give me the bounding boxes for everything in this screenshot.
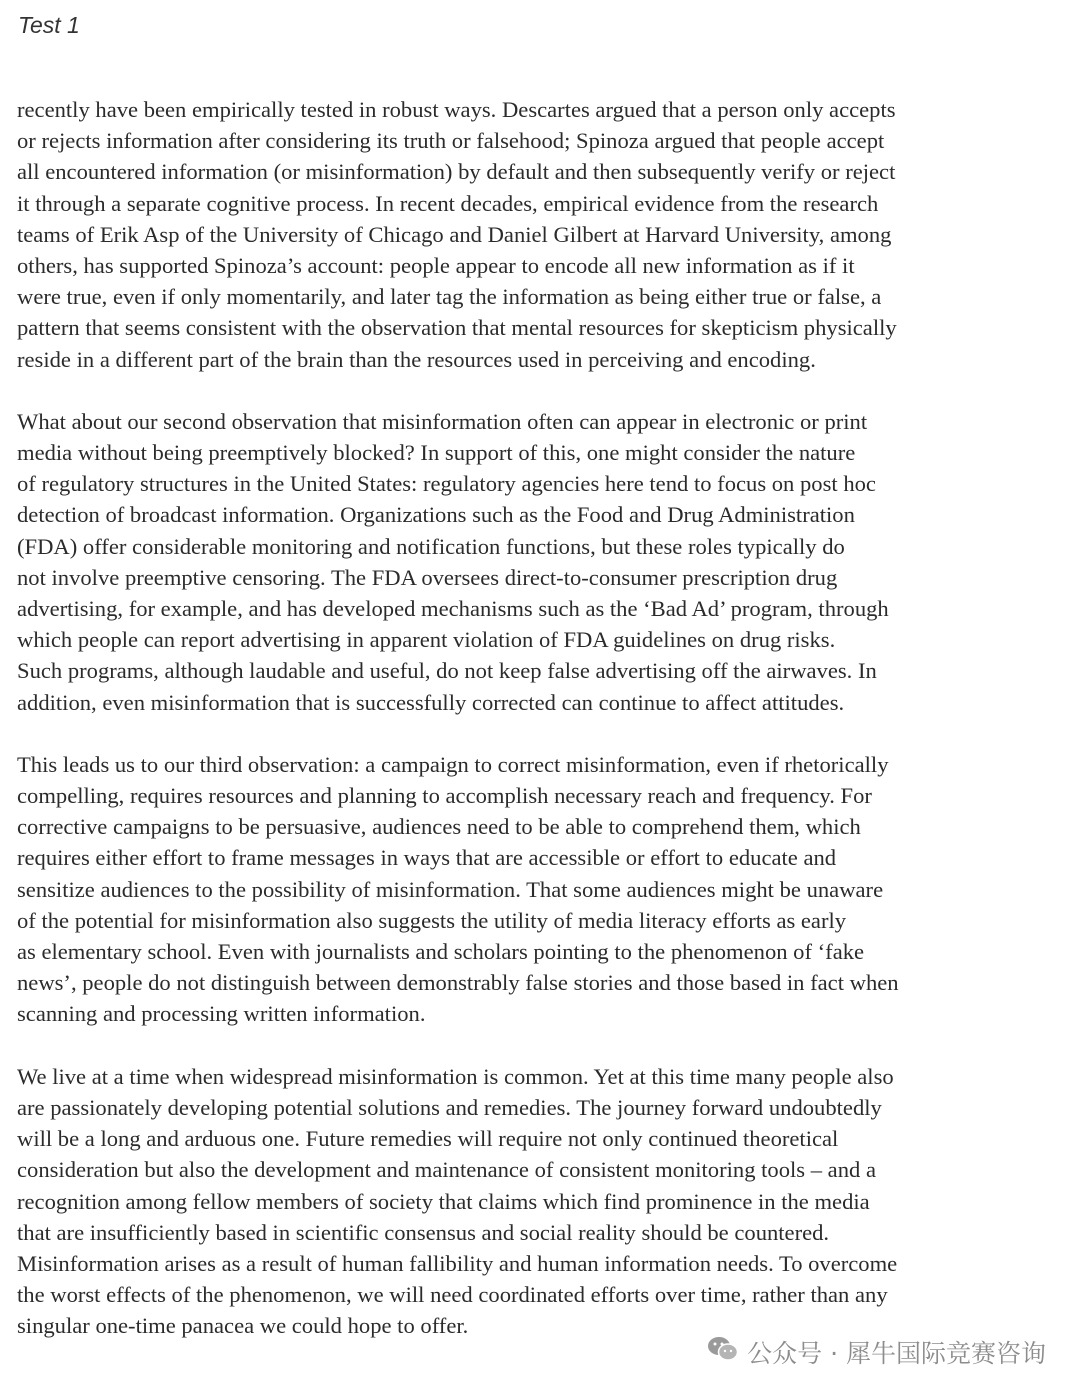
text-line: teams of Erik Asp of the University of Chicago and Daniel Gilbert at Harvard University, among xyxy=(17,221,892,247)
watermark xyxy=(707,1334,1046,1370)
wechat-icon xyxy=(707,1335,739,1369)
text-line: that are insufficiently based in scientific consensus and social reality should be countered. xyxy=(17,1219,830,1245)
text-line: not involve preemptive censoring. The FDA oversees direct-to-consumer prescription drug xyxy=(17,564,838,590)
text-line: consideration but also the development and maintenance of consistent monitoring tools – and a xyxy=(17,1157,876,1183)
text-line: We live at a time when widespread misinformation is common. Yet at this time many people also xyxy=(17,1063,894,1089)
text-line: recognition among fellow members of society that claims which find prominence in the media xyxy=(17,1188,870,1214)
text-line: Misinformation arises as a result of human fallibility and human information needs. To overcome xyxy=(17,1250,898,1276)
text-line: compelling, requires resources and planning to accomplish necessary reach and frequency. For xyxy=(17,783,872,809)
text-line: the worst effects of the phenomenon, we will need coordinated efforts over time, rather than any xyxy=(17,1282,888,1308)
text-line: advertising, for example, and has developed mechanisms such as the ‘Bad Ad’ program, through xyxy=(17,596,889,622)
text-line: are passionately developing potential solutions and remedies. The journey forward undoubtedly xyxy=(17,1094,882,1120)
text-line: were true, even if only momentarily, and later tag the information as being either true or false, a xyxy=(17,284,882,310)
watermark-text: 公众号 · 犀牛国际竞赛咨询 xyxy=(747,1339,1046,1368)
page-title: Test 1 xyxy=(18,12,80,38)
text-line: sensitize audiences to the possibility of misinformation. That some audiences might be unaware xyxy=(17,876,884,902)
text-line: all encountered information (or misinformation) by default and then subsequently verify or reject xyxy=(17,159,896,185)
text-line: will be a long and arduous one. Future remedies will require not only continued theoretical xyxy=(17,1126,839,1152)
paragraph-1 xyxy=(17,94,1057,375)
text-line: of the potential for misinformation also suggests the utility of media literacy efforts as early xyxy=(17,907,847,933)
text-line: which people can report advertising in apparent violation of FDA guidelines on drug risks. xyxy=(17,627,836,653)
text-line: addition, even misinformation that is successfully corrected can continue to affect attitudes. xyxy=(17,689,845,715)
text-line: Such programs, although laudable and useful, do not keep false advertising off the airwaves. In xyxy=(17,658,877,684)
text-line: others, has supported Spinoza’s account: people appear to encode all new information as if it xyxy=(17,253,855,279)
text-line: singular one-time panacea we could hope to offer. xyxy=(17,1313,469,1339)
text-line: media without being preemptively blocked? In support of this, one might consider the nature xyxy=(17,440,856,466)
text-line: recently have been empirically tested in robust ways. Descartes argued that a person only accepts xyxy=(17,97,896,122)
text-line: What about our second observation that misinformation often can appear in electronic or print xyxy=(17,408,868,434)
text-line: scanning and processing written information. xyxy=(17,1001,426,1027)
paragraph-3 xyxy=(17,749,1057,1030)
text-line: (FDA) offer considerable monitoring and notification functions, but these roles typically do xyxy=(17,533,845,559)
text-line: or rejects information after considering its truth or falsehood; Spinoza argued that people accept xyxy=(17,128,885,154)
text-line: This leads us to our third observation: a campaign to correct misinformation, even if rhetorically xyxy=(17,751,889,777)
text-line: it through a separate cognitive process. In recent decades, empirical evidence from the research xyxy=(17,190,879,216)
document-body xyxy=(17,94,1057,1373)
text-line: detection of broadcast information. Organizations such as the Food and Drug Administration xyxy=(17,502,855,528)
text-line: as elementary school. Even with journalists and scholars pointing to the phenomenon of ‘fake xyxy=(17,939,865,965)
text-line: requires either effort to frame messages in ways that are accessible or effort to educate and xyxy=(17,845,837,871)
paragraph-2 xyxy=(17,406,1057,718)
text-line: pattern that seems consistent with the observation that mental resources for skepticism physically xyxy=(17,315,897,341)
text-line: of regulatory structures in the United States: regulatory agencies here tend to focus on post hoc xyxy=(17,471,876,497)
text-line: corrective campaigns to be persuasive, audiences need to be able to comprehend them, which xyxy=(17,814,861,840)
paragraph-4 xyxy=(17,1061,1057,1342)
text-line: reside in a different part of the brain than the resources used in perceiving and encoding. xyxy=(17,346,816,372)
text-line: news’, people do not distinguish between demonstrably false stories and those based in fact when xyxy=(17,970,899,996)
